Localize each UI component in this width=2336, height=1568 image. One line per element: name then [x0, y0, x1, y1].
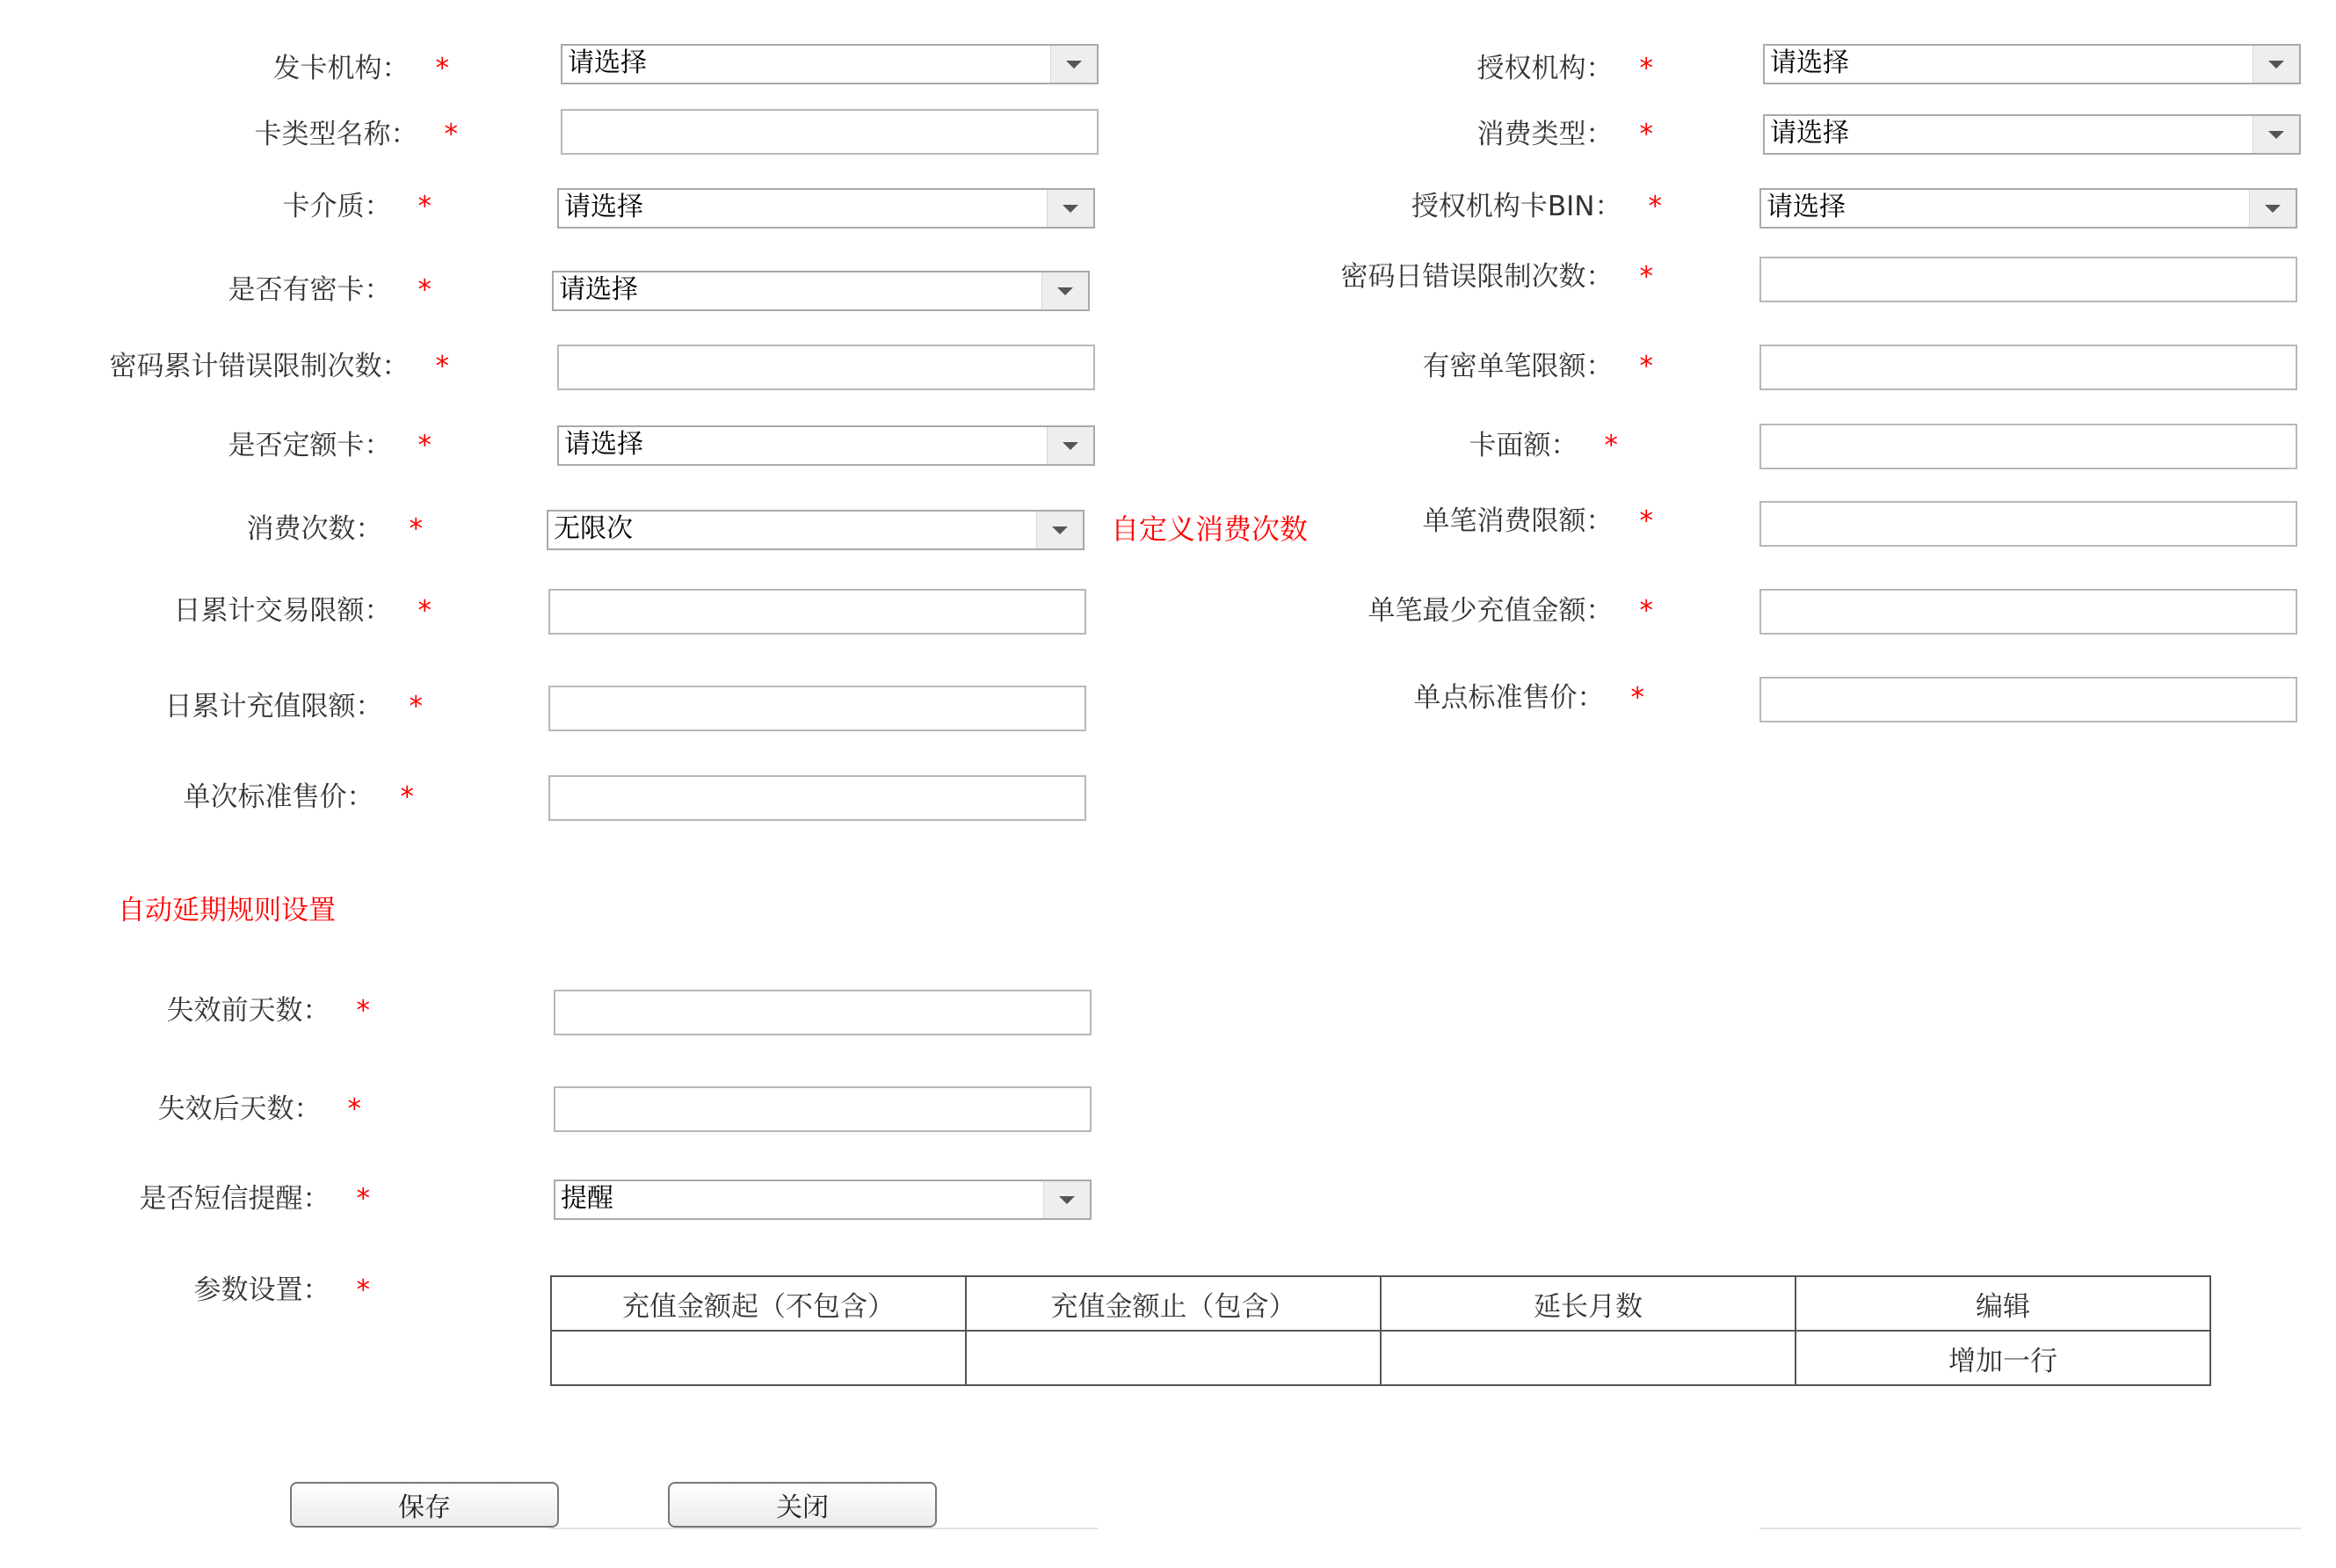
- has-password-label: 是否有密卡： *: [228, 274, 432, 306]
- pwd-daily-err-limit-input[interactable]: [1759, 257, 2297, 302]
- daily-recharge-limit-input[interactable]: [548, 686, 1086, 731]
- daily-trade-limit-input[interactable]: [548, 589, 1086, 635]
- single-time-price-label: 单次标准售价： *: [183, 781, 414, 813]
- auth-card-bin-select[interactable]: 请选择: [1759, 188, 2297, 229]
- table-cell[interactable]: [551, 1331, 966, 1385]
- single-time-price-input[interactable]: [548, 775, 1086, 821]
- required-mark: *: [435, 53, 449, 84]
- single-consume-limit-input[interactable]: [1759, 501, 2297, 547]
- days-after-label: 失效后天数： *: [157, 1093, 361, 1125]
- chevron-down-icon: [1066, 61, 1082, 69]
- table-row: [551, 1331, 2210, 1385]
- pwd-single-limit-input[interactable]: [1759, 345, 2297, 390]
- consume-type-select[interactable]: 请选择: [1763, 114, 2301, 155]
- column-header: 延长月数: [1381, 1276, 1796, 1331]
- auto-extend-section-title: 自动延期规则设置: [118, 895, 336, 926]
- card-medium-label: 卡介质： *: [282, 191, 432, 222]
- days-before-label: 失效前天数： *: [166, 995, 370, 1027]
- single-min-recharge-label: 单笔最少充值金额： *: [1368, 595, 1653, 627]
- consume-type-label: 消费类型： *: [1476, 119, 1653, 150]
- table-cell[interactable]: [1381, 1331, 1796, 1385]
- table-cell[interactable]: [966, 1331, 1381, 1385]
- has-password-select[interactable]: 请选择: [552, 271, 1090, 311]
- chevron-down-icon: [2268, 131, 2284, 139]
- close-button[interactable]: 关闭: [668, 1482, 937, 1528]
- days-before-input[interactable]: [554, 990, 1092, 1035]
- table-header-row: [551, 1276, 2210, 1331]
- single-min-recharge-input[interactable]: [1759, 589, 2297, 635]
- single-point-price-label: 单点标准售价： *: [1413, 682, 1644, 714]
- pwd-total-err-limit-label: 密码累计错误限制次数： *: [109, 351, 449, 382]
- single-point-price-input[interactable]: [1759, 677, 2297, 722]
- save-button[interactable]: 保存: [290, 1482, 559, 1528]
- column-header: 编辑: [1796, 1276, 2210, 1331]
- params-label: 参数设置： *: [193, 1274, 370, 1306]
- card-type-name-input[interactable]: [561, 109, 1099, 155]
- chevron-down-icon: [1063, 205, 1078, 213]
- chevron-down-icon: [1057, 287, 1073, 295]
- custom-consume-times-link[interactable]: 自定义消费次数: [1111, 512, 1309, 546]
- auth-org-select[interactable]: 请选择: [1763, 44, 2301, 84]
- card-type-name-label: 卡类型名称： *: [254, 119, 458, 150]
- sms-remind-select[interactable]: 提醒: [554, 1180, 1092, 1220]
- face-value-input[interactable]: [1759, 424, 2297, 469]
- consume-times-label: 消费次数： *: [246, 513, 423, 545]
- add-row-link[interactable]: 增加一行: [1796, 1331, 2210, 1385]
- daily-recharge-limit-label: 日累计充值限额： *: [164, 691, 423, 722]
- divider: [1759, 1528, 2301, 1529]
- face-value-label: 卡面额： *: [1469, 430, 1618, 461]
- auth-card-bin-label: 授权机构卡BIN： *: [1411, 191, 1662, 222]
- chevron-down-icon: [2268, 61, 2284, 69]
- sms-remind-label: 是否短信提醒： *: [139, 1183, 370, 1215]
- auth-org-label: 授权机构： *: [1476, 53, 1653, 84]
- chevron-down-icon: [1059, 1196, 1075, 1204]
- daily-trade-limit-label: 日累计交易限额： *: [173, 595, 432, 627]
- fixed-amount-label: 是否定额卡： *: [228, 430, 432, 461]
- issuer-label: 发卡机构： *: [272, 53, 449, 84]
- days-after-input[interactable]: [554, 1086, 1092, 1132]
- issuer-select[interactable]: 请选择: [561, 44, 1099, 84]
- chevron-down-icon: [2265, 205, 2281, 213]
- column-header: 充值金额止（包含）: [966, 1276, 1381, 1331]
- single-consume-limit-label: 单笔消费限额： *: [1422, 505, 1653, 537]
- column-header: 充值金额起（不包含）: [551, 1276, 966, 1331]
- chevron-down-icon: [1063, 442, 1078, 450]
- params-table: [550, 1275, 2211, 1386]
- divider: [548, 1528, 1099, 1529]
- pwd-single-limit-label: 有密单笔限额： *: [1422, 351, 1653, 382]
- card-medium-select[interactable]: 请选择: [557, 188, 1095, 229]
- pwd-total-err-limit-input[interactable]: [557, 345, 1095, 390]
- chevron-down-icon: [1052, 526, 1068, 534]
- pwd-daily-err-limit-label: 密码日错误限制次数： *: [1340, 261, 1653, 293]
- fixed-amount-select[interactable]: 请选择: [557, 425, 1095, 466]
- consume-times-select[interactable]: 无限次: [547, 510, 1085, 550]
